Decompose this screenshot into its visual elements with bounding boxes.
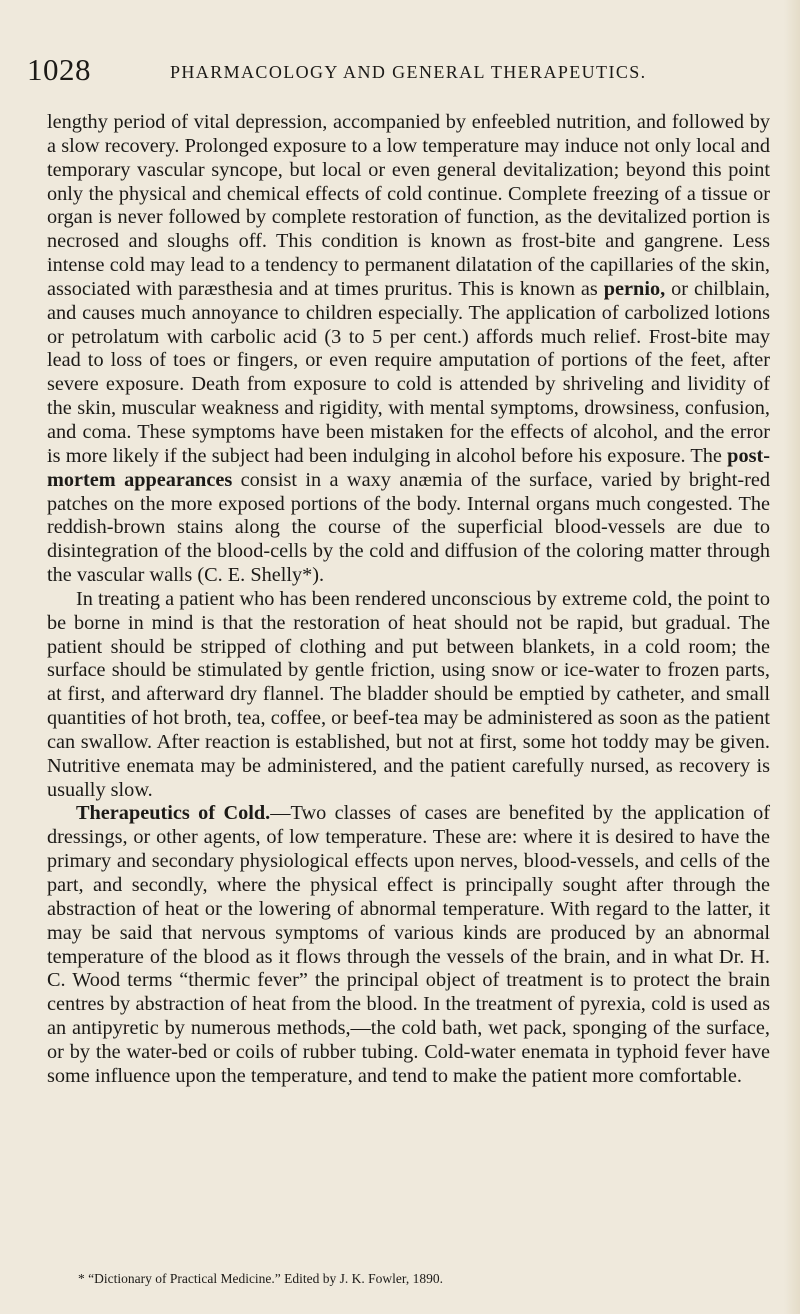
term-pernio: pernio, <box>603 277 666 300</box>
paragraph-frostbite <box>47 111 770 588</box>
paragraph-therapeutics <box>47 802 770 1088</box>
paragraph-treatment <box>47 588 770 803</box>
page-edge-shadow <box>784 0 800 1314</box>
page-header <box>27 52 760 86</box>
section-heading-therapeutics: Therapeutics of Cold. <box>76 802 271 825</box>
term-post-mortem: post-mortem appearances <box>47 444 770 491</box>
paragraph-text: lengthy period of vital depression, accompanied by enfeebled nutrition, and followed by a slow recovery. Prolonged exposure to a low temperature may induce not only local and temporary vascular syncope, but local or even general devitalization; beyond this point only the physical and chemical effects of cold continue. Complete freezing of a tissue or organ is never followed by complete restoration of function, as the devitalized portion is necrosed and sloughs off. This condition is known as frost-bite and gangrene. Less intense cold may lead to a tendency to permanent dilatation of the capillaries of the skin, associated with paræsthesia and at times pruritus. This is known as <box>47 111 770 300</box>
page-number: 1028 <box>27 52 91 87</box>
paragraph-text: —Two classes of cases are benefited by the application of dressings, or other agents, of low temperature. These are: where it is desired to have the primary and secondary physiological effects upon nerves, blood-vessels, and cells of the part, and secondly, where the physical effect is principally sought after through the abstraction of heat or the lowering of abnormal temperature. With regard to the latter, it may be said that nervous symptoms of various kinds are produced by an abnormal temperature of the blood as it flows through the vessels of the brain, and in what Dr. H. C. Wood terms “thermic fever” the principal object of treatment is to protect the brain centres by abstraction of heat from the blood. In the treatment of pyrexia, cold is used as an antipyretic by numerous methods,—the cold bath, wet pack, sponging of the surface, or by the water-bed or coils of rubber tubing. Cold-water enemata in typhoid fever have some influence upon the temperature, and tend to make the patient more comfortable. <box>47 802 770 1087</box>
body-text <box>47 111 770 1089</box>
running-head: PHARMACOLOGY AND GENERAL THERAPEUTICS. <box>170 62 647 82</box>
paragraph-text: In treating a patient who has been rendered unconscious by extreme cold, the point to be borne in mind is that the restoration of heat should not be rapid, but gradual. The patient should be stripped of clothing and put between blankets, in a cold room; the surface should be stimulated by gentle friction, using snow or ice-water to frozen parts, at first, and afterward dry flannel. The bladder should be emptied by catheter, and small quantities of hot broth, tea, coffee, or beef-tea may be administered as soon as the patient can swallow. After reaction is established, but not at first, some hot toddy may be given. Nutritive enemata may be administered, and the patient carefully nursed, as recovery is usually slow. <box>47 587 770 801</box>
footnote: * “Dictionary of Practical Medicine.” Edited by J. K. Fowler, 1890. <box>78 1271 443 1286</box>
paragraph-text: or chilblain, and causes much annoyance to children especially. The application of carbolized lotions or petrolatum with carbolic acid (3 to 5 per cent.) affords much relief. Frost-bite may lead to loss of toes or fingers, or even require amputation of portions of the feet, after severe exposure. Death from exposure to cold is attended by shriveling and lividity of the skin, muscular weakness and rigidity, with mental symptoms, drowsiness, confusion, and coma. These symptoms have been mistaken for the effects of alcohol, and the error is more likely if the subject had been indulging in alcohol before his exposure. The <box>47 277 770 467</box>
paragraph-text: consist in a waxy anæmia of the surface, varied by bright-red patches on the more exposed portions of the body. Internal organs much congested. The reddish-brown stains along the course of the superficial blood-vessels are due to disintegration of the blood-cells by the cold and diffusion of the coloring matter through the vascular walls (C. E. Shelly*). <box>47 468 770 587</box>
